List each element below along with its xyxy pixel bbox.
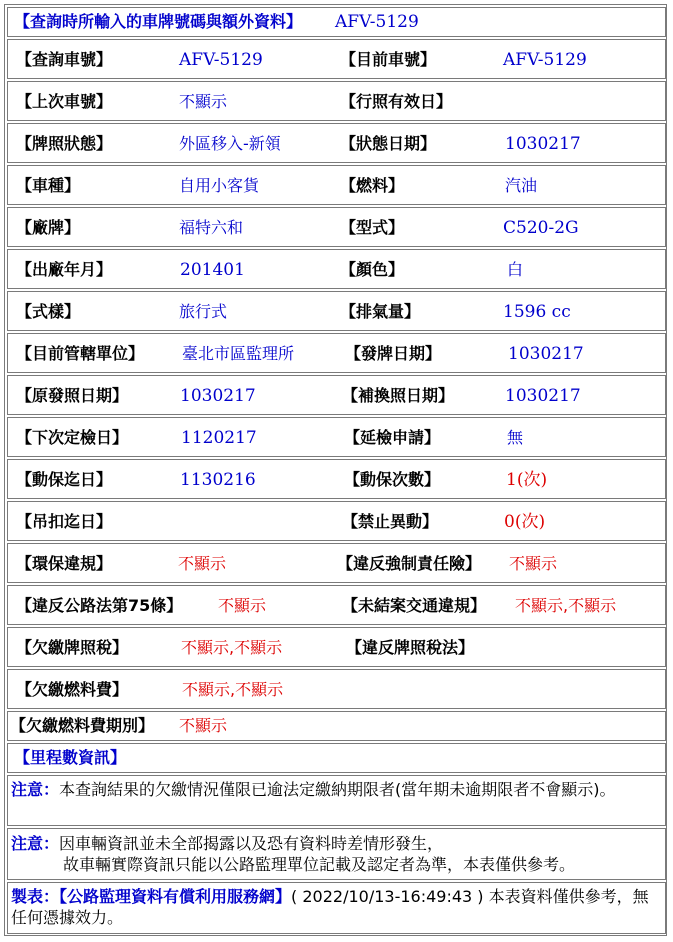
label-color: 【顏色】 [340,260,405,279]
label-vehicle-type: 【車種】 [16,176,81,195]
label-fuel-fee-period: 【欠繳燃料費期別】 [10,716,155,735]
value-previous-plate: 不顯示 [179,92,228,111]
value-fuel: 汽油 [505,176,538,195]
label-previous-plate: 【上次車號】 [16,92,113,111]
value-insurance-violation: 不顯示 [509,554,558,573]
label-manufacture-date: 【出廠年月】 [16,260,113,279]
label-highway-act: 【違反公路法第75條】 [16,596,183,615]
value-issue-date: 1030217 [508,344,584,364]
row-lien-expiry [7,459,666,499]
label-env-violation: 【環保違規】 [16,554,113,573]
value-brand: 福特六和 [179,218,244,237]
row-previous-plate [7,81,666,121]
note-1-text: 本查詢結果的欠繳情況僅限已逾法定繳納期限者(當年期未逾期限者不會顯示)。 [59,780,616,799]
row-fuel-fee [7,669,666,709]
note-1-label: 注意： [11,780,60,799]
value-fuel-fee-period: 不顯示 [179,716,228,735]
note-3-site: 【公路監理資料有償利用服務網】 [59,887,292,906]
row-mileage [7,743,666,773]
value-next-inspection: 1120217 [181,428,257,448]
label-inspection-extension: 【延檢申請】 [344,428,441,447]
label-lien-expiry: 【動保迄日】 [16,470,113,489]
value-fuel-fee: 不顯示,不顯示 [182,680,284,699]
label-fuel-fee: 【欠繳燃料費】 [16,680,129,699]
note-2-line2: 故車輛實際資訊只能以公路監理單位記載及認定者為準，本表僅供參考。 [63,855,576,874]
label-current-plate: 【目前車號】 [340,50,437,69]
label-issue-date: 【發牌日期】 [345,344,442,363]
note-3 [7,882,666,934]
value-traffic-violation: 不顯示,不顯示 [515,596,617,615]
row-vehicle-type [7,165,666,205]
label-lien-count: 【動保次數】 [344,470,441,489]
value-inspection-extension: 無 [507,428,524,447]
value-current-plate: AFV-5129 [503,50,587,70]
label-next-inspection: 【下次定檢日】 [16,428,129,447]
header-row [7,7,666,37]
label-license-tax-violation: 【違反牌照稅法】 [346,638,475,657]
value-status-date: 1030217 [505,134,581,154]
label-traffic-violation: 【未結案交通違規】 [342,596,487,615]
value-displacement: 1596 cc [503,302,571,322]
label-license-expiry: 【行照有效日】 [340,92,453,111]
note-2-line1: 因車輛資訊並未全部揭露以及恐有資料時差情形發生， [59,834,444,853]
header-title: 【查詢時所輸入的車牌號碼與額外資料】 [14,12,303,31]
value-lien-count: 1(次) [506,470,548,490]
value-lien-expiry: 1130216 [180,470,256,490]
label-transfer-ban: 【禁止異動】 [342,512,439,531]
value-vehicle-type: 自用小客貨 [179,176,260,195]
label-license-tax: 【欠繳牌照稅】 [16,638,129,657]
row-license-tax [7,627,666,667]
label-suspension-expiry: 【吊扣迄日】 [16,512,113,531]
row-env-violation [7,543,666,583]
label-query-plate: 【查詢車號】 [16,50,113,69]
label-original-issue: 【原發照日期】 [16,386,129,405]
value-color: 白 [507,260,524,279]
label-status-date: 【狀態日期】 [340,134,437,153]
label-displacement: 【排氣量】 [340,302,421,321]
row-suspension-expiry [7,501,666,541]
value-body-style: 旅行式 [179,302,228,321]
value-env-violation: 不顯示 [178,554,227,573]
row-plate-status [7,123,666,163]
value-model: C520-2G [503,218,579,238]
row-original-issue [7,375,666,415]
label-insurance-violation: 【違反強制責任險】 [337,554,482,573]
value-license-tax: 不顯示,不顯示 [181,638,283,657]
label-reissue-date: 【補換照日期】 [342,386,455,405]
label-fuel: 【燃料】 [340,176,405,195]
row-highway-act [7,585,666,625]
value-reissue-date: 1030217 [505,386,581,406]
value-query-plate: AFV-5129 [179,50,263,70]
row-fuel-fee-period [7,711,666,741]
row-next-inspection [7,417,666,457]
row-body-style [7,291,666,331]
value-highway-act: 不顯示 [218,596,267,615]
note-3-label: 製表： [11,887,60,906]
note-3-text: ( 2022/10/13-16:49:43 ) 本表資料僅供參考，無任何憑據效力。 [11,887,649,927]
header-plate: AFV-5129 [335,12,419,32]
row-query-plate [7,39,666,79]
label-body-style: 【式樣】 [16,302,81,321]
label-plate-status: 【牌照狀態】 [16,134,113,153]
note-2 [7,828,666,880]
value-manufacture-date: 201401 [180,260,245,280]
note-2-label: 注意： [11,834,60,853]
row-manufacture-date [7,249,666,289]
label-brand: 【廠牌】 [16,218,81,237]
label-model: 【型式】 [340,218,405,237]
mileage-title: 【里程數資訊】 [14,748,127,767]
label-jurisdiction: 【目前管轄單位】 [16,344,145,363]
value-jurisdiction: 臺北市區監理所 [182,344,295,363]
row-jurisdiction [7,333,666,373]
value-plate-status: 外區移入-新領 [179,134,281,153]
value-original-issue: 1030217 [180,386,256,406]
value-transfer-ban: 0(次) [504,512,546,532]
note-1 [7,775,666,826]
row-brand [7,207,666,247]
